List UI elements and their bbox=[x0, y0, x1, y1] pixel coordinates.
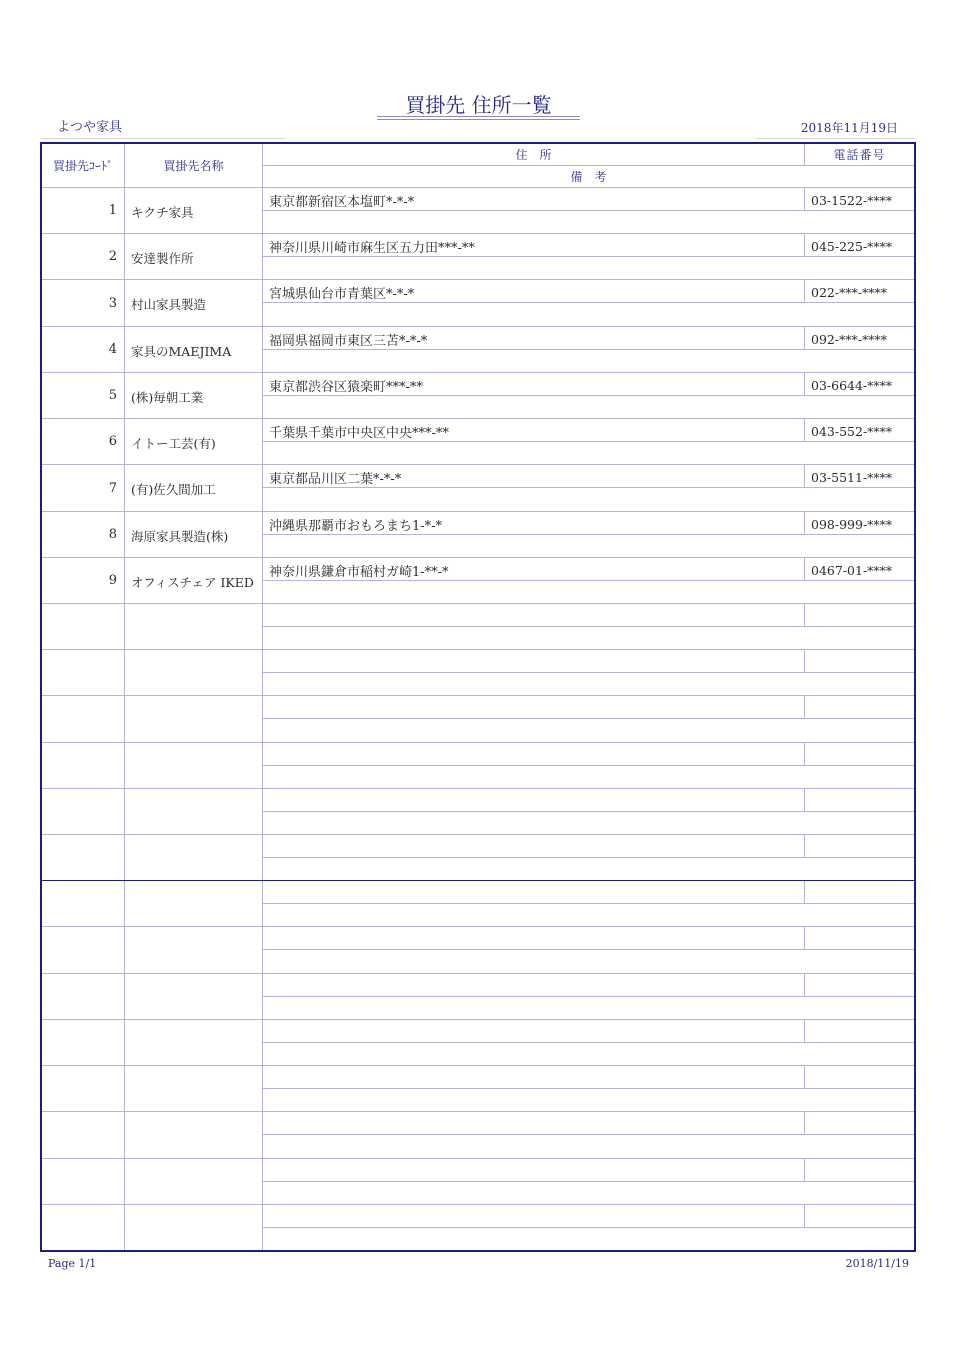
table-row bbox=[42, 603, 914, 649]
table-row bbox=[42, 187, 914, 233]
remark-cell bbox=[262, 673, 914, 695]
code-cell bbox=[42, 1066, 124, 1111]
table-row bbox=[42, 1158, 914, 1204]
remark-cell bbox=[262, 1089, 914, 1111]
remark-cell bbox=[262, 488, 914, 511]
remark-cell bbox=[262, 1135, 914, 1158]
name-cell bbox=[124, 789, 262, 834]
name-cell bbox=[124, 1159, 262, 1204]
name-cell: (株)毎朝工業 bbox=[124, 373, 262, 418]
phone-cell: 03-5511-**** bbox=[804, 465, 914, 488]
phone-cell bbox=[804, 1112, 914, 1135]
table-row bbox=[42, 788, 914, 834]
phone-cell bbox=[804, 1066, 914, 1089]
name-cell bbox=[124, 1205, 262, 1250]
address-cell bbox=[262, 835, 804, 858]
report-date: 2018年11月19日 bbox=[800, 121, 898, 135]
title-underline bbox=[377, 116, 580, 120]
address-cell: 東京都品川区二葉*-*-* bbox=[262, 465, 804, 488]
phone-cell bbox=[804, 881, 914, 904]
name-cell bbox=[124, 927, 262, 973]
code-cell bbox=[42, 1112, 124, 1158]
remark-cell bbox=[262, 997, 914, 1019]
address-cell bbox=[262, 1066, 804, 1089]
address-cell bbox=[262, 604, 804, 627]
header-address: 住 所 bbox=[262, 144, 804, 166]
remark-cell bbox=[262, 719, 914, 742]
name-cell bbox=[124, 743, 262, 788]
phone-cell: 03-6644-**** bbox=[804, 373, 914, 396]
address-cell bbox=[262, 1159, 804, 1182]
name-cell bbox=[124, 696, 262, 742]
header-code: 買掛先ｺｰﾄﾞ bbox=[52, 159, 113, 173]
address-cell bbox=[262, 1112, 804, 1135]
name-cell: (有)佐久間加工 bbox=[124, 465, 262, 511]
remark-cell bbox=[262, 211, 914, 233]
header-remarks: 備 考 bbox=[262, 166, 914, 187]
remark-cell bbox=[262, 766, 914, 788]
remark-cell bbox=[262, 396, 914, 418]
phone-cell bbox=[804, 743, 914, 766]
phone-cell bbox=[804, 835, 914, 858]
remark-cell bbox=[262, 303, 914, 326]
name-cell: 村山家具製造 bbox=[124, 280, 262, 326]
table-row bbox=[42, 233, 914, 279]
name-cell bbox=[124, 1066, 262, 1111]
remark-cell bbox=[262, 627, 914, 649]
code-cell: 9 bbox=[108, 573, 117, 588]
company-underline bbox=[41, 138, 285, 139]
table-row bbox=[42, 926, 914, 973]
address-cell: 千葉県千葉市中央区中央***-** bbox=[262, 419, 804, 442]
phone-cell bbox=[804, 974, 914, 997]
address-cell bbox=[262, 696, 804, 719]
table-row bbox=[42, 372, 914, 418]
address-cell: 福岡県福岡市東区三苫*-*-* bbox=[262, 327, 804, 350]
table-row bbox=[42, 557, 914, 603]
code-cell bbox=[42, 927, 124, 973]
table-row bbox=[42, 511, 914, 557]
table-row bbox=[42, 1065, 914, 1111]
remark-cell bbox=[262, 581, 914, 603]
code-cell bbox=[42, 1159, 124, 1204]
code-cell: 2 bbox=[108, 249, 117, 264]
phone-cell: 098-999-**** bbox=[804, 512, 914, 535]
code-cell: 5 bbox=[108, 388, 117, 403]
name-cell: 安達製作所 bbox=[124, 234, 262, 279]
company-name: よつや家具 bbox=[57, 120, 123, 135]
header-phone: 電話番号 bbox=[804, 144, 914, 166]
table-row bbox=[42, 742, 914, 788]
name-cell bbox=[124, 1112, 262, 1158]
code-cell bbox=[42, 835, 124, 880]
table-row bbox=[42, 1111, 914, 1158]
supplier-address-table bbox=[40, 142, 916, 1252]
phone-cell bbox=[804, 696, 914, 719]
table-row bbox=[42, 880, 914, 926]
code-cell: 4 bbox=[108, 342, 117, 357]
phone-cell bbox=[804, 1205, 914, 1228]
code-cell bbox=[42, 974, 124, 1019]
address-cell bbox=[262, 743, 804, 766]
name-cell: 海原家具製造(株) bbox=[124, 512, 262, 557]
phone-cell: 045-225-**** bbox=[804, 234, 914, 257]
footer-date: 2018/11/19 bbox=[845, 1257, 909, 1270]
code-cell bbox=[42, 1205, 124, 1250]
table-row bbox=[42, 418, 914, 464]
phone-cell: 03-1522-**** bbox=[804, 188, 914, 211]
phone-cell bbox=[804, 789, 914, 812]
date-underline bbox=[755, 138, 915, 139]
phone-cell bbox=[804, 1159, 914, 1182]
code-cell bbox=[42, 696, 124, 742]
code-cell bbox=[42, 604, 124, 649]
phone-cell: 043-552-**** bbox=[804, 419, 914, 442]
page-title: 買掛先 住所一覧 bbox=[405, 93, 552, 117]
address-cell bbox=[262, 1020, 804, 1043]
remark-cell bbox=[262, 812, 914, 834]
code-cell bbox=[42, 881, 124, 926]
remark-cell bbox=[262, 1182, 914, 1204]
address-cell: 宮城県仙台市青葉区*-*-* bbox=[262, 280, 804, 303]
name-cell bbox=[124, 881, 262, 926]
address-cell bbox=[262, 650, 804, 673]
name-cell: 家具のMAEJIMA bbox=[124, 327, 262, 372]
table-row bbox=[42, 464, 914, 511]
phone-cell bbox=[804, 1020, 914, 1043]
remark-cell bbox=[262, 350, 914, 372]
header-name: 買掛先名称 bbox=[124, 144, 262, 187]
page-number: Page 1/1 bbox=[48, 1257, 97, 1270]
name-cell: オフィスチェア IKED bbox=[124, 558, 262, 603]
table-row bbox=[42, 279, 914, 326]
address-cell bbox=[262, 789, 804, 812]
remark-cell bbox=[262, 1043, 914, 1065]
code-cell: 1 bbox=[108, 203, 117, 218]
remark-cell bbox=[262, 535, 914, 557]
address-cell bbox=[262, 927, 804, 950]
address-cell bbox=[262, 881, 804, 904]
table-row bbox=[42, 1019, 914, 1065]
code-cell: 7 bbox=[108, 480, 117, 496]
phone-cell bbox=[804, 604, 914, 627]
code-cell: 3 bbox=[108, 295, 117, 311]
table-row bbox=[42, 326, 914, 372]
name-cell bbox=[124, 974, 262, 1019]
table-row bbox=[42, 834, 914, 880]
table-row bbox=[42, 695, 914, 742]
name-cell bbox=[124, 1020, 262, 1065]
address-cell bbox=[262, 974, 804, 997]
name-cell bbox=[124, 835, 262, 880]
table-row bbox=[42, 649, 914, 695]
phone-cell bbox=[804, 927, 914, 950]
address-cell bbox=[262, 1205, 804, 1228]
code-cell bbox=[42, 1020, 124, 1065]
remark-cell bbox=[262, 950, 914, 973]
remark-cell bbox=[262, 442, 914, 464]
address-cell: 東京都新宿区本塩町*-*-* bbox=[262, 188, 804, 211]
address-cell: 神奈川県川崎市麻生区五力田***-** bbox=[262, 234, 804, 257]
phone-cell bbox=[804, 650, 914, 673]
remark-cell bbox=[262, 257, 914, 279]
remark-cell bbox=[262, 858, 914, 880]
address-cell: 沖縄県那覇市おもろまち1-*-* bbox=[262, 512, 804, 535]
address-cell: 神奈川県鎌倉市稲村ガ崎1-**-* bbox=[262, 558, 804, 581]
name-cell bbox=[124, 650, 262, 695]
name-cell bbox=[124, 604, 262, 649]
phone-cell: 022-***-**** bbox=[804, 280, 914, 303]
code-cell: 8 bbox=[108, 527, 117, 542]
name-cell: イトー工芸(有) bbox=[124, 419, 262, 464]
table-row bbox=[42, 973, 914, 1019]
code-cell bbox=[42, 789, 124, 834]
address-cell: 東京都渋谷区猿楽町***-** bbox=[262, 373, 804, 396]
name-cell: キクチ家具 bbox=[124, 188, 262, 233]
code-cell bbox=[42, 650, 124, 695]
phone-cell: 0467-01-**** bbox=[804, 558, 914, 581]
code-cell: 6 bbox=[108, 434, 117, 449]
remark-cell bbox=[262, 1228, 914, 1250]
code-cell bbox=[42, 743, 124, 788]
table-row bbox=[42, 1204, 914, 1250]
phone-cell: 092-***-**** bbox=[804, 327, 914, 350]
remark-cell bbox=[262, 904, 914, 926]
